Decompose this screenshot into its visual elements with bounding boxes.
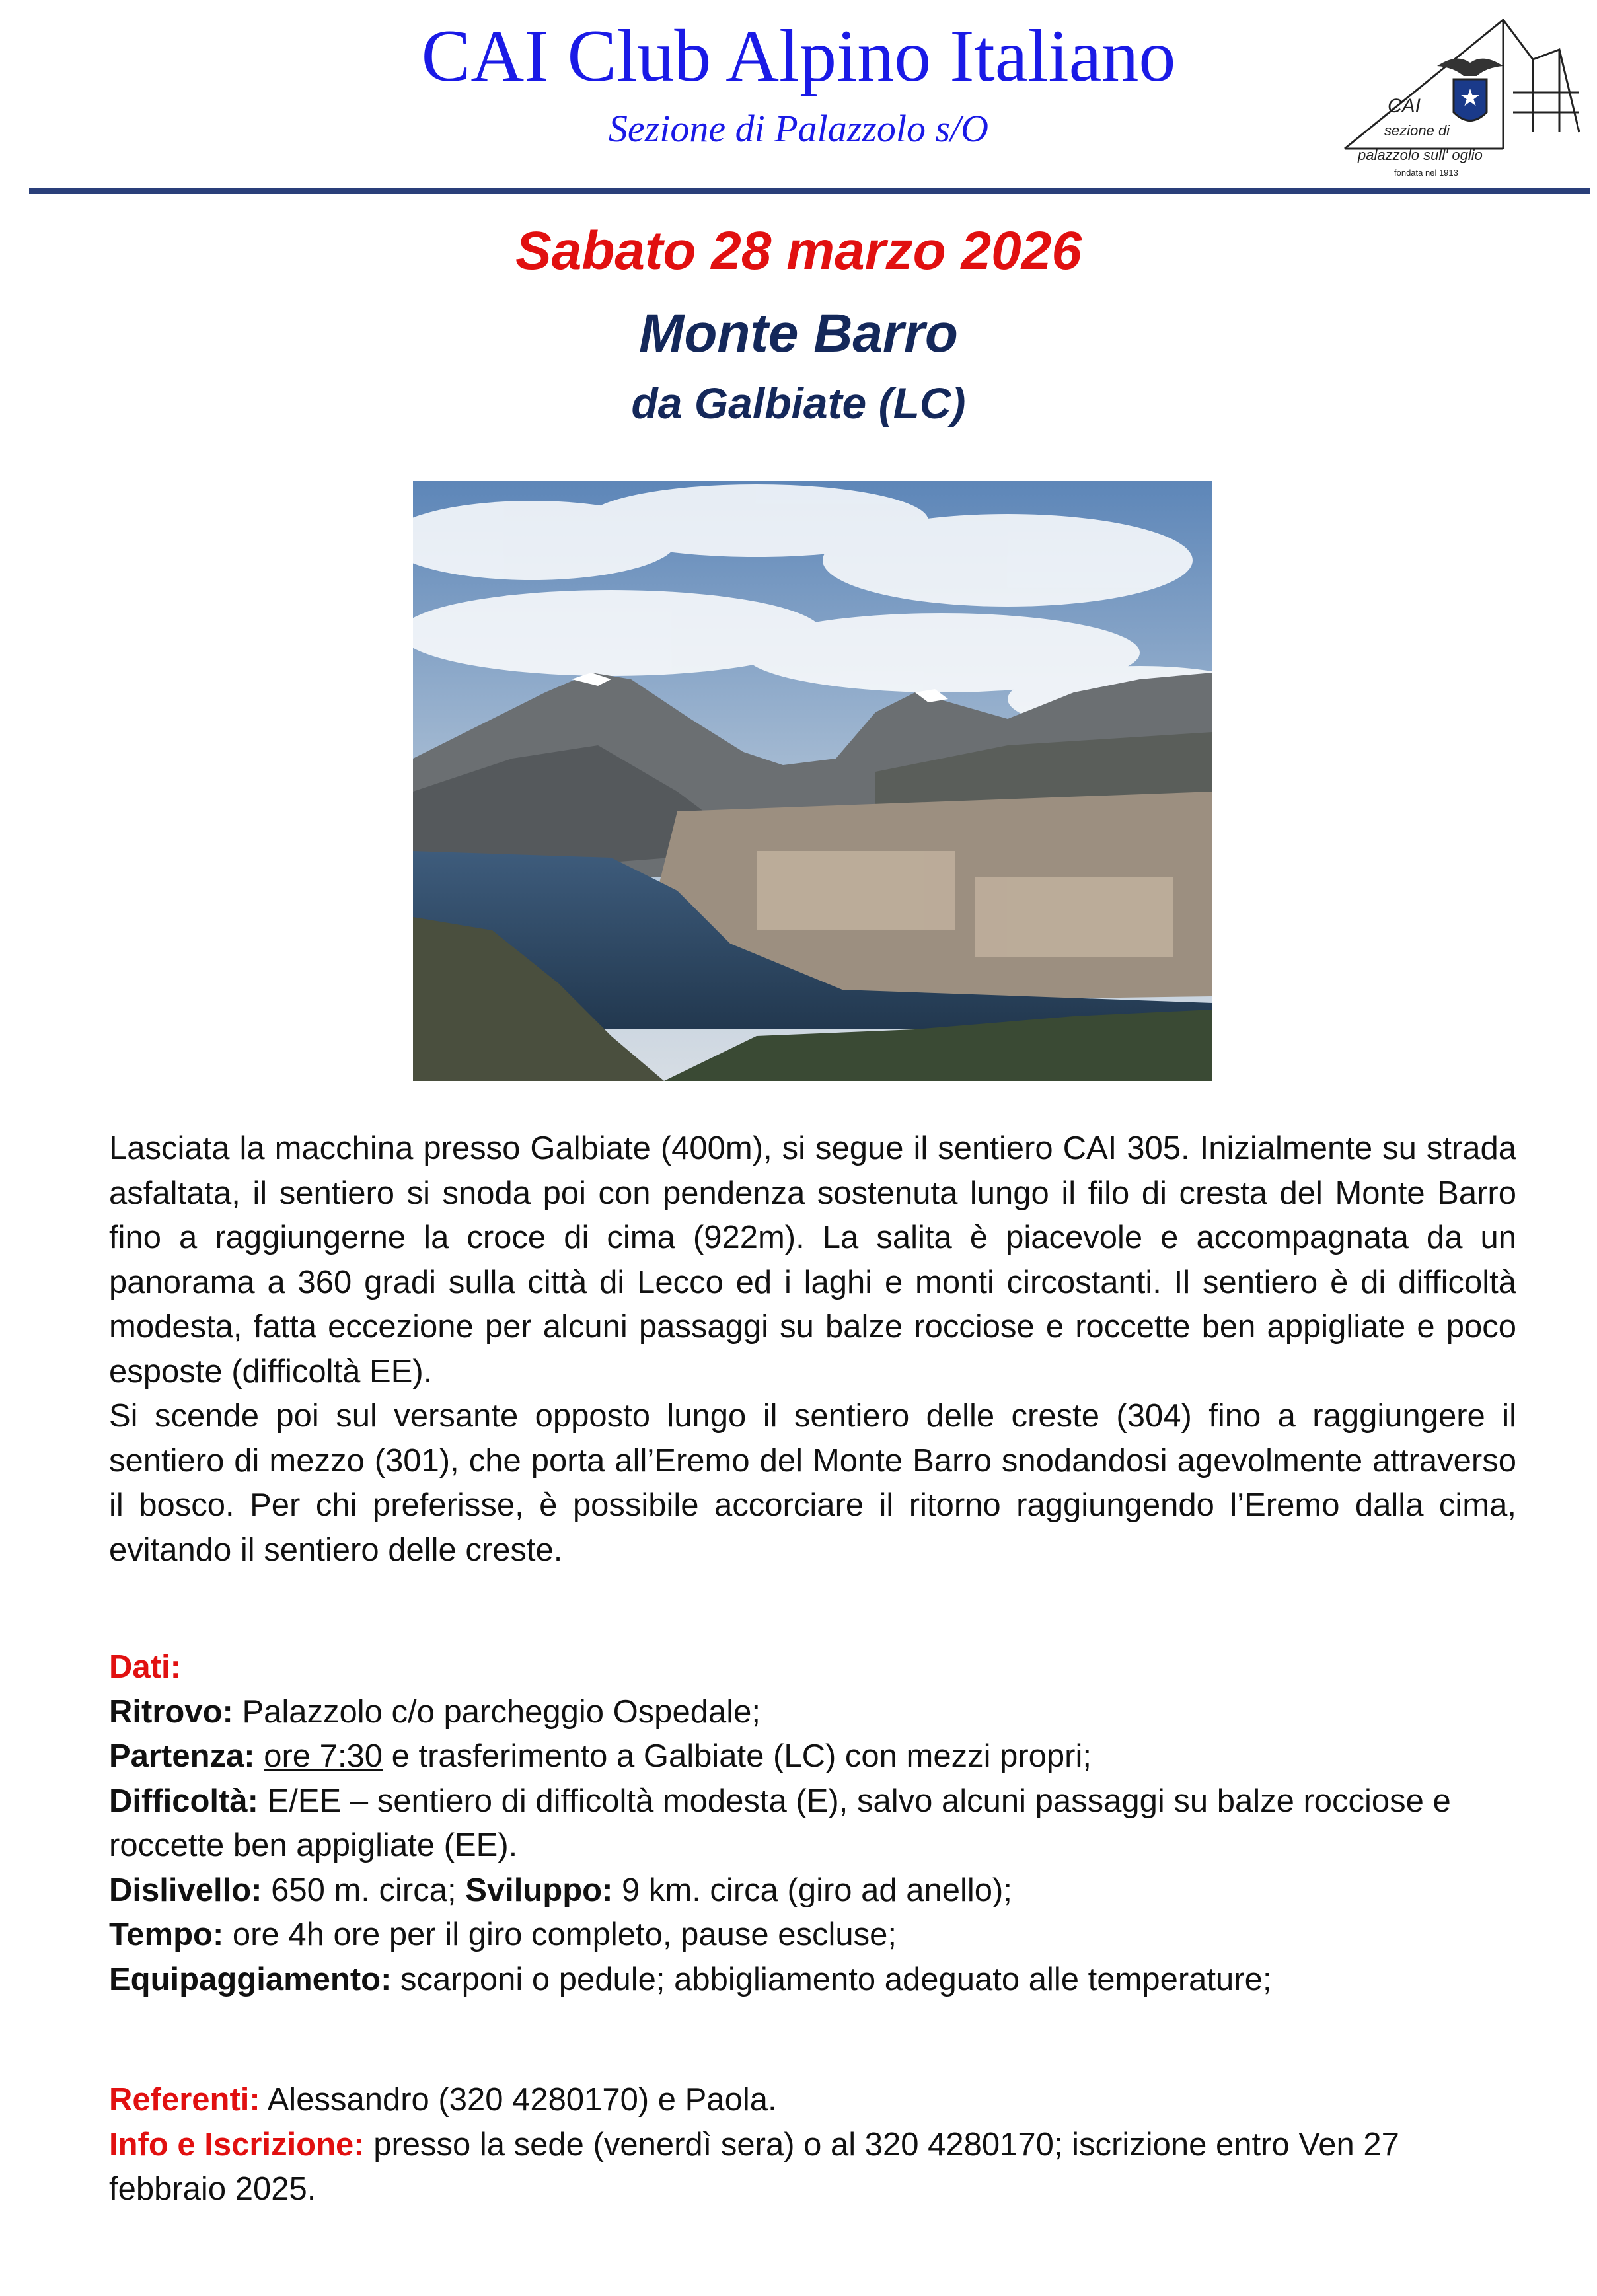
detail-value: scarponi o pedule; abbigliamento adeguato alle temperature;	[391, 1961, 1272, 1997]
detail-label: Ritrovo:	[109, 1693, 233, 1730]
detail-value: e trasferimento a Galbiate (LC) con mezzi propri;	[383, 1738, 1092, 1774]
detail-value: 9 km. circa (giro ad anello);	[613, 1872, 1012, 1908]
detail-value: ore 4h ore per il giro completo, pause escluse;	[223, 1917, 897, 1952]
contacts-section	[109, 2078, 1516, 2212]
cai-logo	[1335, 13, 1586, 192]
contact-label: Info e Iscrizione:	[109, 2126, 365, 2163]
departure-time: ore 7:30	[264, 1738, 383, 1774]
contact-referenti	[109, 2078, 1516, 2123]
detail-difficolta	[109, 1779, 1516, 1869]
detail-label: Dislivello:	[109, 1872, 262, 1908]
description	[109, 1127, 1516, 1573]
org-title: CAI Club Alpino Italiano	[421, 15, 1176, 97]
org-section: Sezione di Palazzolo s/O	[608, 107, 989, 150]
detail-label: Sviluppo:	[465, 1872, 613, 1908]
detail-dislivello	[109, 1869, 1516, 1913]
description-paragraph: Si scende poi sul versante opposto lungo il sentiero delle creste (304) fino a raggiungere il sentiero di mezzo (301), che porta all’Eremo del Monte Barro snodandosi agevolmente attraverso il bosco. Per chi preferisse, è possibile accorciare il ritorno raggiungendo l’Eremo dalla cima, evitando il sentiero delle creste.	[109, 1398, 1516, 1568]
detail-equipaggiamento	[109, 1958, 1516, 2003]
detail-tempo	[109, 1913, 1516, 1958]
details-heading: Dati:	[109, 1649, 181, 1685]
detail-label: Tempo:	[109, 1917, 224, 1952]
event-title: Monte Barro	[639, 303, 958, 363]
contact-value: Alessandro (320 4280170) e Paola.	[260, 2082, 777, 2118]
detail-value: E/EE – sentiero di difficoltà modesta (E), salvo alcuni passaggi su balze rocciose e roccette ben appigliate (EE).	[109, 1783, 1451, 1863]
logo-city-text: palazzolo sull' oglio	[1358, 147, 1483, 163]
header-divider	[29, 188, 1590, 194]
contact-info	[109, 2123, 1516, 2212]
contact-value: presso la sede (venerdì sera) o al 320 4280170; iscrizione entro Ven 27 febbraio 2025.	[109, 2126, 1399, 2207]
description-paragraph: Lasciata la macchina presso Galbiate (400m), si segue il sentiero CAI 305. Inizialmente su strada asfaltata, il sentiero si snoda poi con pendenza sostenuta lungo il filo di cresta del Monte Barro fino a raggiungerne la croce di cima (922m). La salita è piacevole e accompagnata da un panorama a 360 gradi sulla città di Lecco ed i laghi e monti circostanti. Il sentiero è di difficoltà modesta, fatta eccezione per alcuni passaggi su balze rocciose e roccette ben appigliate e poco esposte (difficoltà EE).	[109, 1130, 1516, 1389]
contact-label: Referenti:	[109, 2082, 260, 2118]
detail-label: Partenza:	[109, 1738, 255, 1774]
logo-founded-text: fondata nel 1913	[1394, 168, 1458, 178]
detail-label: Equipaggiamento:	[109, 1961, 392, 1997]
logo-section-text: sezione di	[1384, 122, 1450, 139]
detail-value: 650 m. circa;	[262, 1872, 466, 1908]
detail-ritrovo	[109, 1690, 1516, 1735]
shield-icon	[1454, 79, 1487, 121]
event-date: Sabato 28 marzo 2026	[515, 221, 1082, 281]
eagle-icon	[1437, 59, 1503, 76]
detail-partenza	[109, 1734, 1516, 1779]
event-subtitle: da Galbiate (LC)	[631, 379, 966, 427]
landscape-photo	[413, 481, 1212, 1081]
detail-value: Palazzolo c/o parcheggio Ospedale;	[233, 1693, 761, 1730]
details-section	[109, 1645, 1516, 2002]
detail-label: Difficoltà:	[109, 1783, 258, 1819]
svg-text:★: ★	[1459, 85, 1481, 112]
logo-cai-text: CAI	[1388, 95, 1421, 117]
